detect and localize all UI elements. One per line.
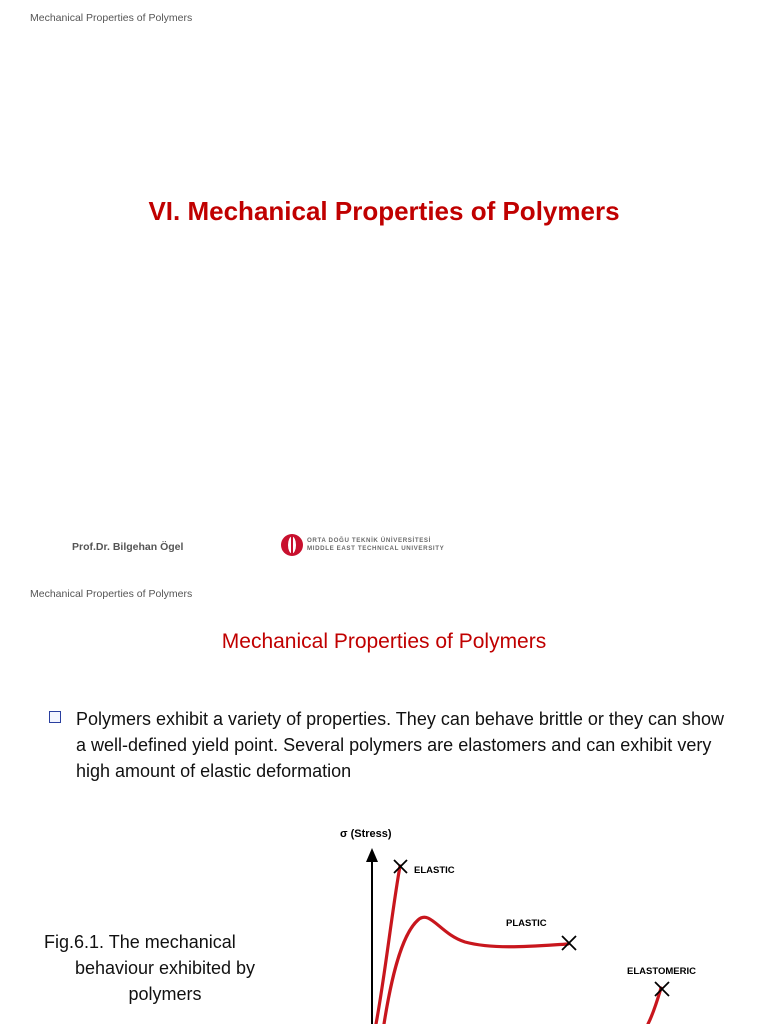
series-label-elastomeric: ELASTOMERIC (627, 966, 696, 977)
bullet-text: Polymers exhibit a variety of properties. They can behave brittle or they can show a well-defined yield point. Several polymers are elastomers and can exhibit very high amount of elastic deformation (76, 709, 724, 781)
series-label-elastic: ELASTIC (414, 865, 455, 876)
series-label-plastic: PLASTIC (506, 918, 547, 929)
slide-title: VI. Mechanical Properties of Polymers (148, 196, 620, 226)
square-bullet-icon (49, 711, 61, 723)
slide-header: Mechanical Properties of Polymers (30, 12, 193, 24)
author-name: Prof.Dr. Bilgehan Ögel (72, 541, 184, 553)
elastomeric-curve (648, 988, 661, 1024)
y-axis-label: σ (Stress) (340, 828, 392, 840)
caption-line-2: behaviour exhibited by (74, 958, 256, 978)
logo-text-turkish: ORTA DOĞU TEKNİK ÜNİVERSİTESİ (307, 537, 431, 544)
figure-caption (30, 929, 300, 1007)
university-logo (280, 533, 460, 557)
caption-line-1: Fig.6.1. The mechanical (44, 932, 236, 952)
elastomeric-break-cross-icon (655, 982, 669, 996)
slide-header: Mechanical Properties of Polymers (30, 588, 193, 600)
y-axis-arrow-icon (366, 848, 378, 862)
content-slide (0, 576, 768, 1024)
logo-text-english: MIDDLE EAST TECHNICAL UNIVERSITY (307, 545, 445, 552)
slide-title: Mechanical Properties of Polymers (221, 630, 547, 653)
caption-line-3: polymers (128, 984, 202, 1004)
stress-strain-chart (330, 816, 720, 1024)
university-emblem-icon (280, 533, 304, 557)
plastic-curve (384, 917, 568, 1024)
